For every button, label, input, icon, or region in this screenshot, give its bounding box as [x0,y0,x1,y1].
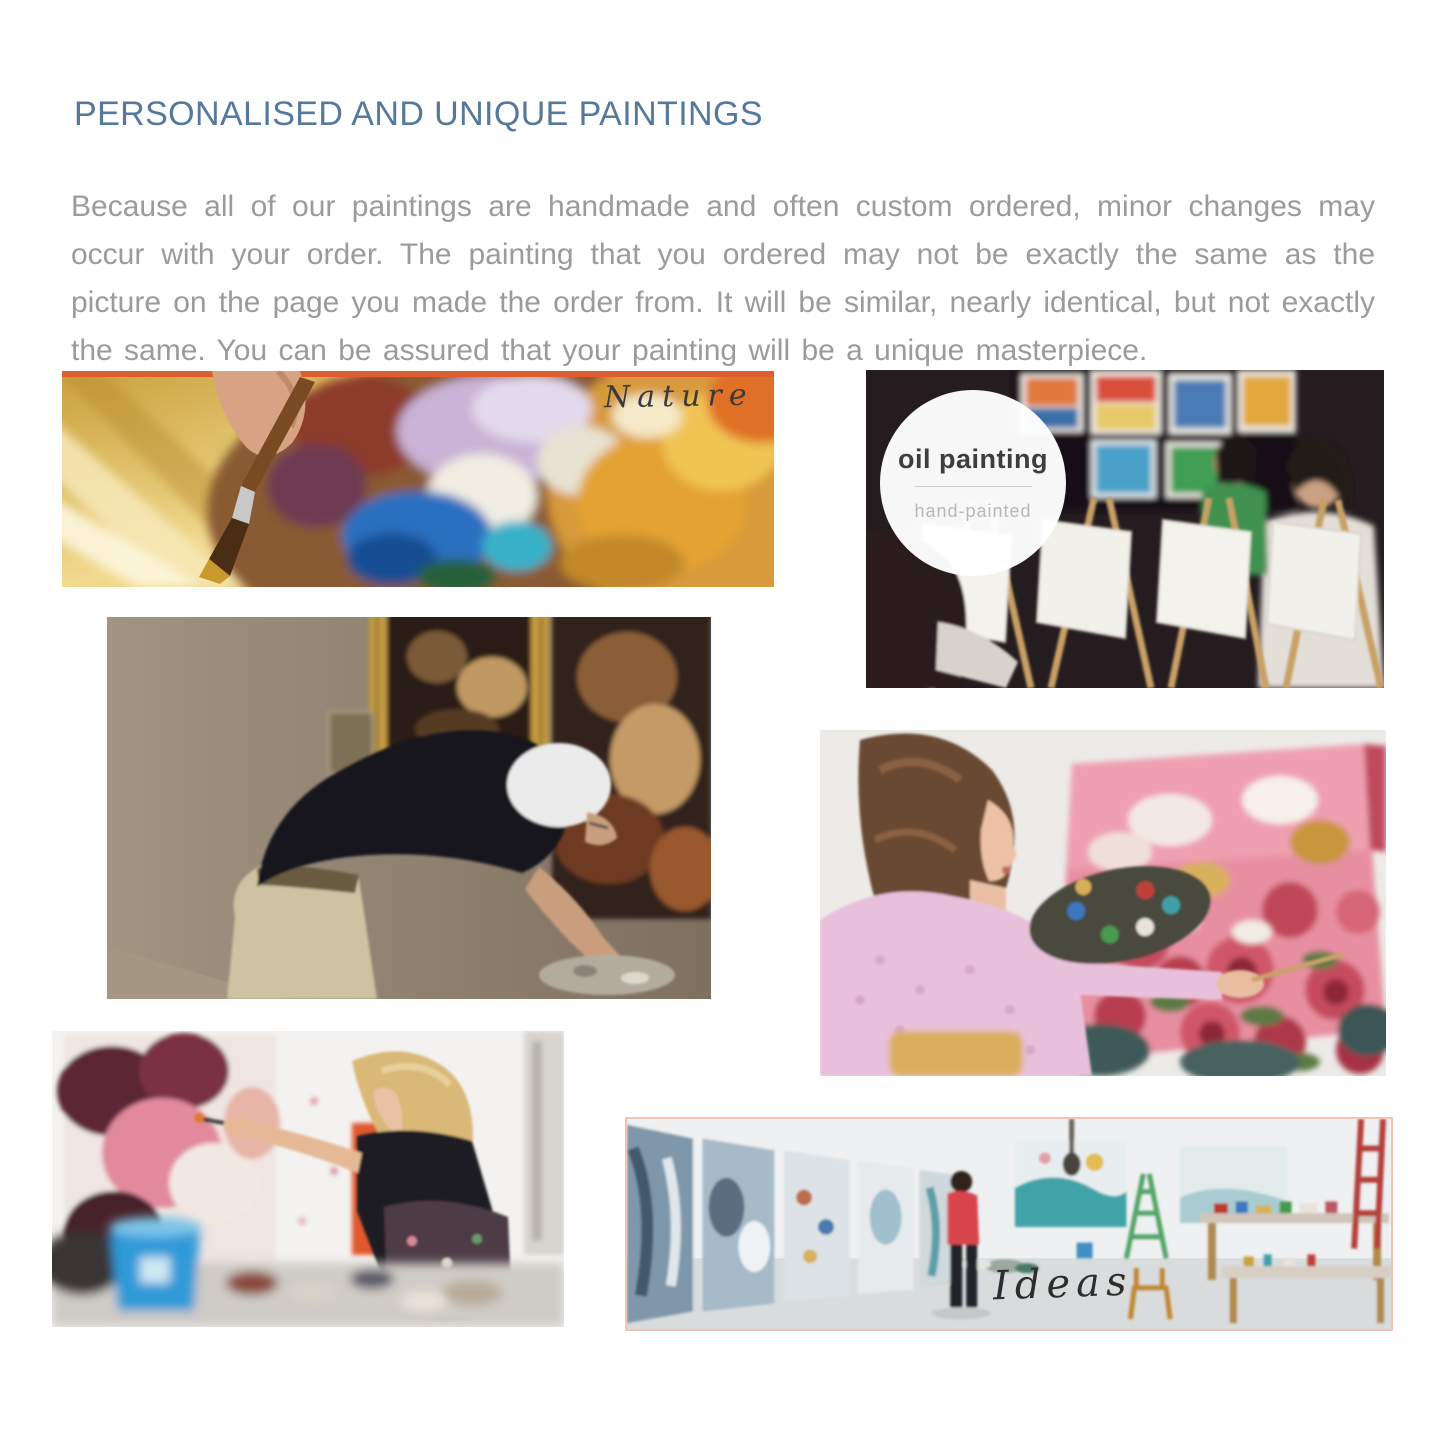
section-heading: PERSONALISED AND UNIQUE PAINTINGS [74,95,763,133]
museum-illustration [107,617,711,999]
ideas-script-text: Ideas [992,1258,1134,1310]
section-paragraph: Because all of our paintings are handmade and often custom ordered, minor changes may occur with your order. The painting that you ordered may not be exactly the same as the picture on the page you made the order from. It will be similar, nearly identical, but not exactly the same. You can be assured that your painting will be a unique masterpiece. [71,190,1375,367]
oil-painting-badge [880,390,1066,576]
palette-nature-photo [62,371,774,587]
ideas-gallery-photo [625,1117,1393,1331]
studio-artist-photo [52,1031,564,1327]
badge-title: oil painting [898,444,1048,474]
nature-script-text: Nature [604,377,755,416]
rose-painting-photo [820,730,1386,1076]
studio-illustration [52,1031,564,1327]
badge-subtitle: hand-painted [914,501,1032,521]
painting-class-photo [866,370,1384,688]
museum-copyist-photo [107,617,711,999]
roses-illustration [820,730,1386,1076]
badge-divider [914,486,1032,487]
